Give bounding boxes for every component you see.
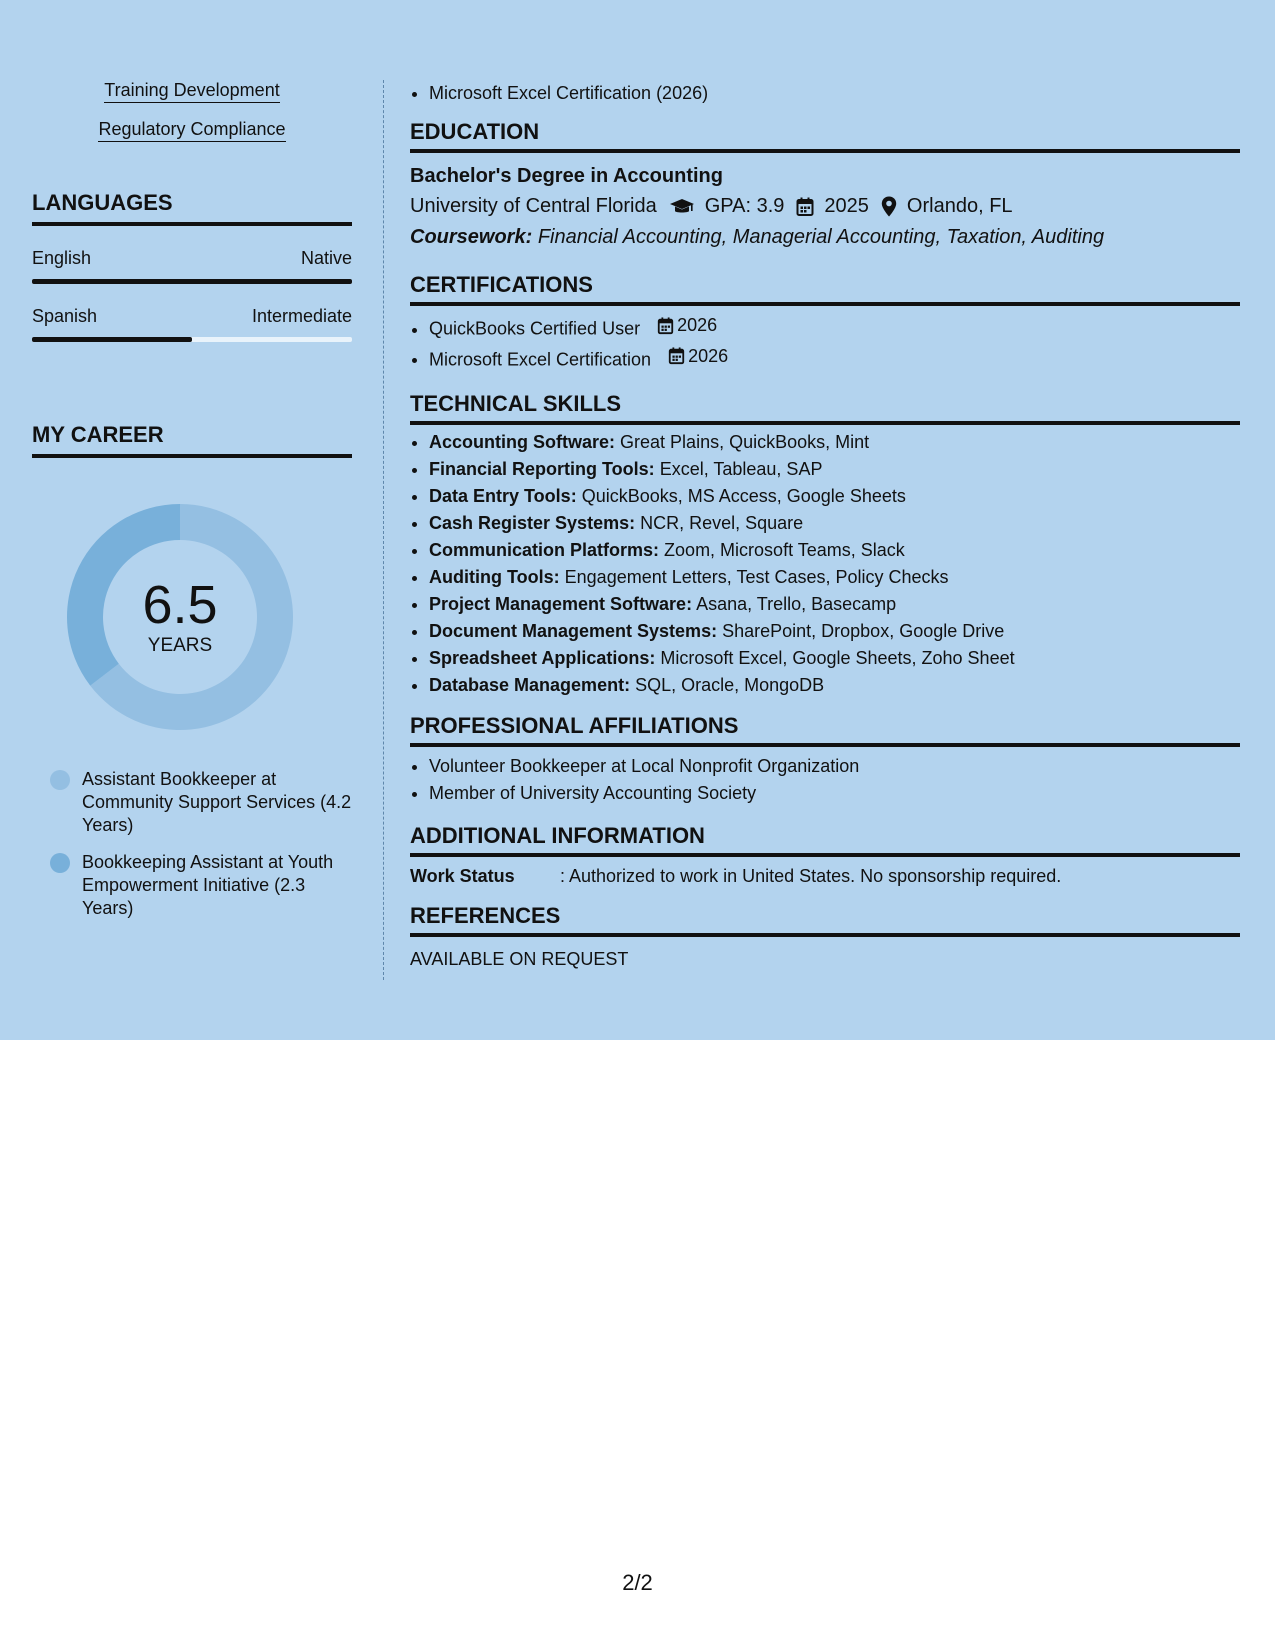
certification-list-continued [410, 80, 1240, 107]
certifications-heading: CERTIFICATIONS [410, 272, 1240, 306]
skill-values: Zoom, Microsoft Teams, Slack [664, 540, 905, 560]
work-status-value: : Authorized to work in United States. No sponsorship required. [560, 866, 1062, 886]
graduation-cap-icon [669, 197, 695, 217]
skill-values: Great Plains, QuickBooks, Mint [620, 432, 870, 452]
skill-category: Accounting Software: [429, 432, 616, 452]
skill-category: Auditing Tools: [429, 567, 560, 587]
skill-category: Communication Platforms: [429, 540, 660, 560]
technical-skills-list [410, 429, 1240, 699]
skill-row [429, 537, 1240, 564]
certification-date [668, 343, 728, 370]
certification-list [410, 312, 1240, 373]
certification-date [657, 312, 717, 339]
affiliation-item: • Volunteer Bookkeeper at Local Nonprofit Organization [429, 753, 1240, 780]
school-name: University of Central Florida [410, 195, 657, 217]
skill-values: Microsoft Excel, Google Sheets, Zoho Sheet [660, 648, 1015, 668]
certification-item [429, 343, 1240, 374]
skill-row [429, 618, 1240, 645]
work-status-label: Work Status [410, 866, 515, 886]
language-bar [32, 337, 352, 342]
skill-values: QuickBooks, MS Access, Google Sheets [581, 486, 906, 506]
language-spanish [32, 306, 352, 342]
skill-values: SharePoint, Dropbox, Google Drive [722, 621, 1005, 641]
references-heading: REFERENCES [410, 903, 1240, 937]
language-english [32, 248, 352, 284]
skill-values: Excel, Tableau, SAP [659, 459, 823, 479]
skill-row [429, 672, 1240, 699]
skill-values: Engagement Letters, Test Cases, Policy Checks [564, 567, 949, 587]
education-heading: EDUCATION [410, 119, 1240, 153]
calendar-icon [668, 347, 685, 365]
career-years-label: YEARS [147, 635, 213, 656]
career-legend [32, 768, 352, 920]
skill-row [429, 564, 1240, 591]
legend-dot [50, 853, 70, 873]
career-heading: MY CAREER [32, 422, 352, 458]
skill-row [429, 591, 1240, 618]
skill-category: Project Management Software: [429, 594, 693, 614]
column-divider [383, 80, 384, 980]
skill-row [429, 645, 1240, 672]
certification-year: 2026 [677, 315, 718, 335]
legend-dot [50, 770, 70, 790]
certification-name: Microsoft Excel Certification [429, 349, 652, 369]
affiliation-item: • Member of University Accounting Society [429, 780, 1240, 807]
skill-values: NCR, Revel, Square [640, 513, 804, 533]
work-status-row [410, 861, 1240, 891]
school-location: Orlando, FL [906, 195, 1013, 217]
career-legend-label: Bookkeeping Assistant at Youth Empowerment Initiative (2.3 Years) [82, 852, 334, 918]
calendar-icon [657, 317, 674, 335]
skill-row [429, 510, 1240, 537]
skill-category: Financial Reporting Tools: [429, 459, 655, 479]
career-legend-item [50, 851, 352, 920]
skill-row [429, 483, 1240, 510]
list-item: • Microsoft Excel Certification (2026) [429, 80, 1240, 107]
technical-skills-heading: TECHNICAL SKILLS [410, 391, 1240, 425]
skill-category: Data Entry Tools: [429, 486, 577, 506]
skill-category: Cash Register Systems: [429, 513, 636, 533]
language-bar-fill [32, 337, 192, 342]
affiliations-list [410, 753, 1240, 807]
references-text: AVAILABLE ON REQUEST [410, 949, 629, 969]
location-pin-icon [881, 196, 897, 217]
career-legend-item [50, 768, 352, 837]
affiliations-heading: PROFESSIONAL AFFILIATIONS [410, 713, 1240, 747]
skill-category: Document Management Systems: [429, 621, 718, 641]
sidebar [32, 80, 352, 934]
degree-title: Bachelor's Degree in Accounting [410, 165, 723, 187]
gpa: GPA: 3.9 [704, 195, 785, 217]
skill-values: SQL, Oracle, MongoDB [635, 675, 825, 695]
main-content [410, 80, 1240, 975]
skill-category: Spreadsheet Applications: [429, 648, 656, 668]
career-legend-label: Assistant Bookkeeper at Community Support Services (4.2 Years) [82, 769, 352, 835]
language-level: Intermediate [251, 306, 352, 326]
language-name: Spanish [32, 306, 98, 326]
calendar-icon [796, 197, 814, 217]
career-total-years: 6.5 [142, 575, 218, 635]
skill-item[interactable]: Regulatory Compliance [32, 119, 352, 140]
donut-center [65, 502, 295, 732]
coursework [410, 222, 1240, 252]
language-bar-fill [32, 279, 352, 284]
language-bar [32, 279, 352, 284]
education-entry [410, 161, 1240, 252]
career-donut-chart [65, 502, 295, 732]
certification-name: QuickBooks Certified User [429, 318, 641, 339]
skill-row [429, 456, 1240, 483]
language-level: Native [300, 248, 352, 268]
page-number: 2/2 [622, 1570, 653, 1595]
coursework-label: Coursework: [410, 226, 533, 248]
skill-row [429, 429, 1240, 456]
skill-values: Asana, Trello, Basecamp [696, 594, 897, 614]
certification-item [429, 312, 1240, 343]
certification-year: 2026 [688, 345, 729, 366]
graduation-year: 2025 [824, 195, 869, 217]
coursework-list: Financial Accounting, Managerial Accounting, Taxation, Auditing [537, 226, 1105, 248]
languages-heading: LANGUAGES [32, 190, 352, 226]
skill-item[interactable]: Training Development [32, 80, 352, 101]
skill-category: Database Management: [429, 675, 631, 695]
additional-info-heading: ADDITIONAL INFORMATION [410, 823, 1240, 857]
language-name: English [32, 248, 92, 268]
